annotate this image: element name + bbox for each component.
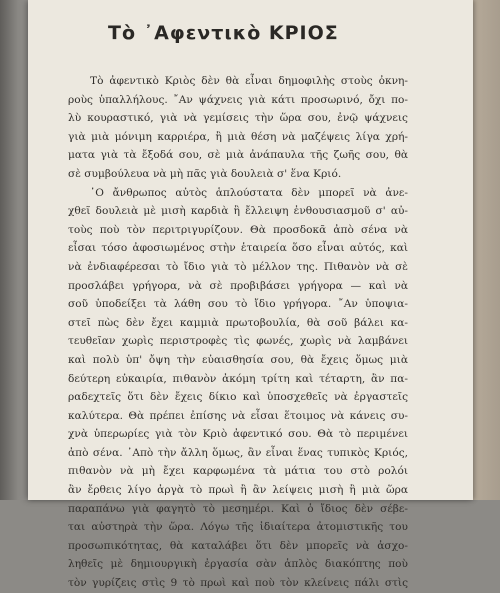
text-line: σοῦ ὑποδείξει τὰ λάθη σου τὸ ἴδιο γρήγορα. ῎Αν ὑποψια- (68, 298, 408, 311)
text-line: ληθεῖς μὲ δημιουργικὴ ἐργασία σὰν ἁπλὸς διακόπτης ποὺ (68, 558, 408, 571)
text-line: τευθεῖαν χωρὶς περιστροφὲς τὶς φωνές, χωρὶς νὰ λαμβάνει (68, 335, 408, 348)
text-line: λὺ κουραστικό, γιὰ νὰ γεμίσεις τὴν ὥρα σου, ἐνῷ ψάχνεις (68, 112, 408, 125)
page-title: Τὸ ᾿Αφεντικὸ ΚΡΙΟΣ (108, 22, 339, 44)
text-line: ματα γιὰ τὰ ἔξοδά σου, σὲ μιὰ ἀνάπαυλα τῆς ζωῆς σου, θὰ (68, 149, 408, 162)
text-line: στεῖ πὼς δὲν ἔχει καμμιὰ πρωτοβουλία, θὰ σοῦ βάλει κα- (68, 316, 408, 329)
text-line: ται αὐστηρὰ τὴν ὥρα. Λόγω τῆς ἰδιαίτερα ἀτομιστικῆς του (68, 521, 408, 534)
text-line: εἶσαι τόσο ἀφοσιωμένος στὴν ἑταιρεία ὅσο εἶναι αὐτός, καὶ (68, 242, 408, 255)
text-line: Τὸ ἀφεντικὸ Κριὸς δὲν θὰ εἶναι δημοφιλὴς στοὺς ὀκνη- (90, 75, 408, 87)
body-text (68, 72, 408, 593)
text-line: ραδεχτεῖς ὅτι δὲν ἔχεις δίκιο καὶ ὑποσχεθεῖς νὰ ἐργαστεῖς (68, 391, 408, 404)
text-line: προσωπικότητας, θὰ καταλάβει ὅτι δὲν μπορεῖς νὰ ἀσχο- (68, 539, 408, 552)
text-line: χνὰ ὑπερωρίες γιὰ τὸν Κριὸ ἀφεντικό σου. Θὰ τὸ περιμένει (68, 428, 408, 441)
text-line: πιθανὸν νὰ μὴ ἔχει καρφωμένα τὰ μάτια του στὸ ρολόι (68, 465, 408, 478)
text-line: νὰ ἐνδιαφέρεσαι τὸ ἴδιο γιὰ τὸ μέλλον της. Πιθανὸν νὰ σὲ (68, 260, 408, 273)
text-line: τὸν γυρίζεις στὶς 9 τὸ πρωὶ καὶ ποὺ τὸν κλείνεις πάλι στὶς (68, 577, 408, 590)
text-line: προσλάβει γρήγορα, νὰ σὲ προβιβάσει γρήγορα — καὶ νὰ (68, 279, 408, 292)
text-line: καλύτερα. Θὰ πρέπει ἐπίσης νὰ εἶσαι ἕτοιμος νὰ κάνεις συ- (68, 409, 408, 422)
text-line: καὶ πολὺ ὑπ' ὄψη τὴν εὐαισθησία σου, θὰ ἔχεις ὅμως μιὰ (68, 353, 408, 366)
text-line: ἂν ἔρθεις λίγο ἀργὰ τὸ πρωὶ ἢ ἂν λείψεις μισὴ ἢ μιὰ ὥρα (68, 484, 408, 497)
text-line: σὲ συμβούλευα νὰ μὴ πᾶς γιὰ δουλειὰ σ' ἕνα Κριό. (68, 167, 342, 180)
book-page (28, 0, 473, 590)
text-line: ἀπὸ σένα. ᾿Απὸ τὴν ἄλλη ὅμως, ἂν εἶναι ἕνας τυπικὸς Κριός, (68, 446, 408, 459)
text-line: ῾Ο ἄνθρωπος αὐτὸς ἁπλούστατα δὲν μπορεῖ νὰ ἀνε- (90, 186, 408, 199)
text-line: γιὰ μιὰ μόνιμη καρριέρα, ἢ μιὰ θέση νὰ μαζέψεις λίγα χρή- (68, 130, 408, 143)
text-line: χθεῖ δουλειὰ μὲ μισὴ καρδιὰ ἢ ἔλλειψη ἐνθουσιασμοῦ σ' αὐ- (68, 205, 408, 218)
text-line: τοὺς ποὺ τὸν περιτριγυρίζουν. Θὰ προσδοκᾶ ἀπὸ σένα νὰ (68, 223, 408, 236)
text-line: παραπάνω γιὰ φαγητὸ τὸ μεσημέρι. Καὶ ὁ ἴδιος δὲν σέβε- (68, 502, 408, 515)
background-right (470, 0, 500, 500)
text-line: ροὺς ὑπαλλήλους. ῎Αν ψάχνεις γιὰ κάτι προσωρινό, ὄχι πο- (68, 93, 408, 106)
background-left (0, 0, 30, 500)
text-line: δεύτερη εὐκαιρία, πιθανὸν ἀκόμη τρίτη καὶ τέταρτη, ἂν πα- (68, 372, 408, 385)
